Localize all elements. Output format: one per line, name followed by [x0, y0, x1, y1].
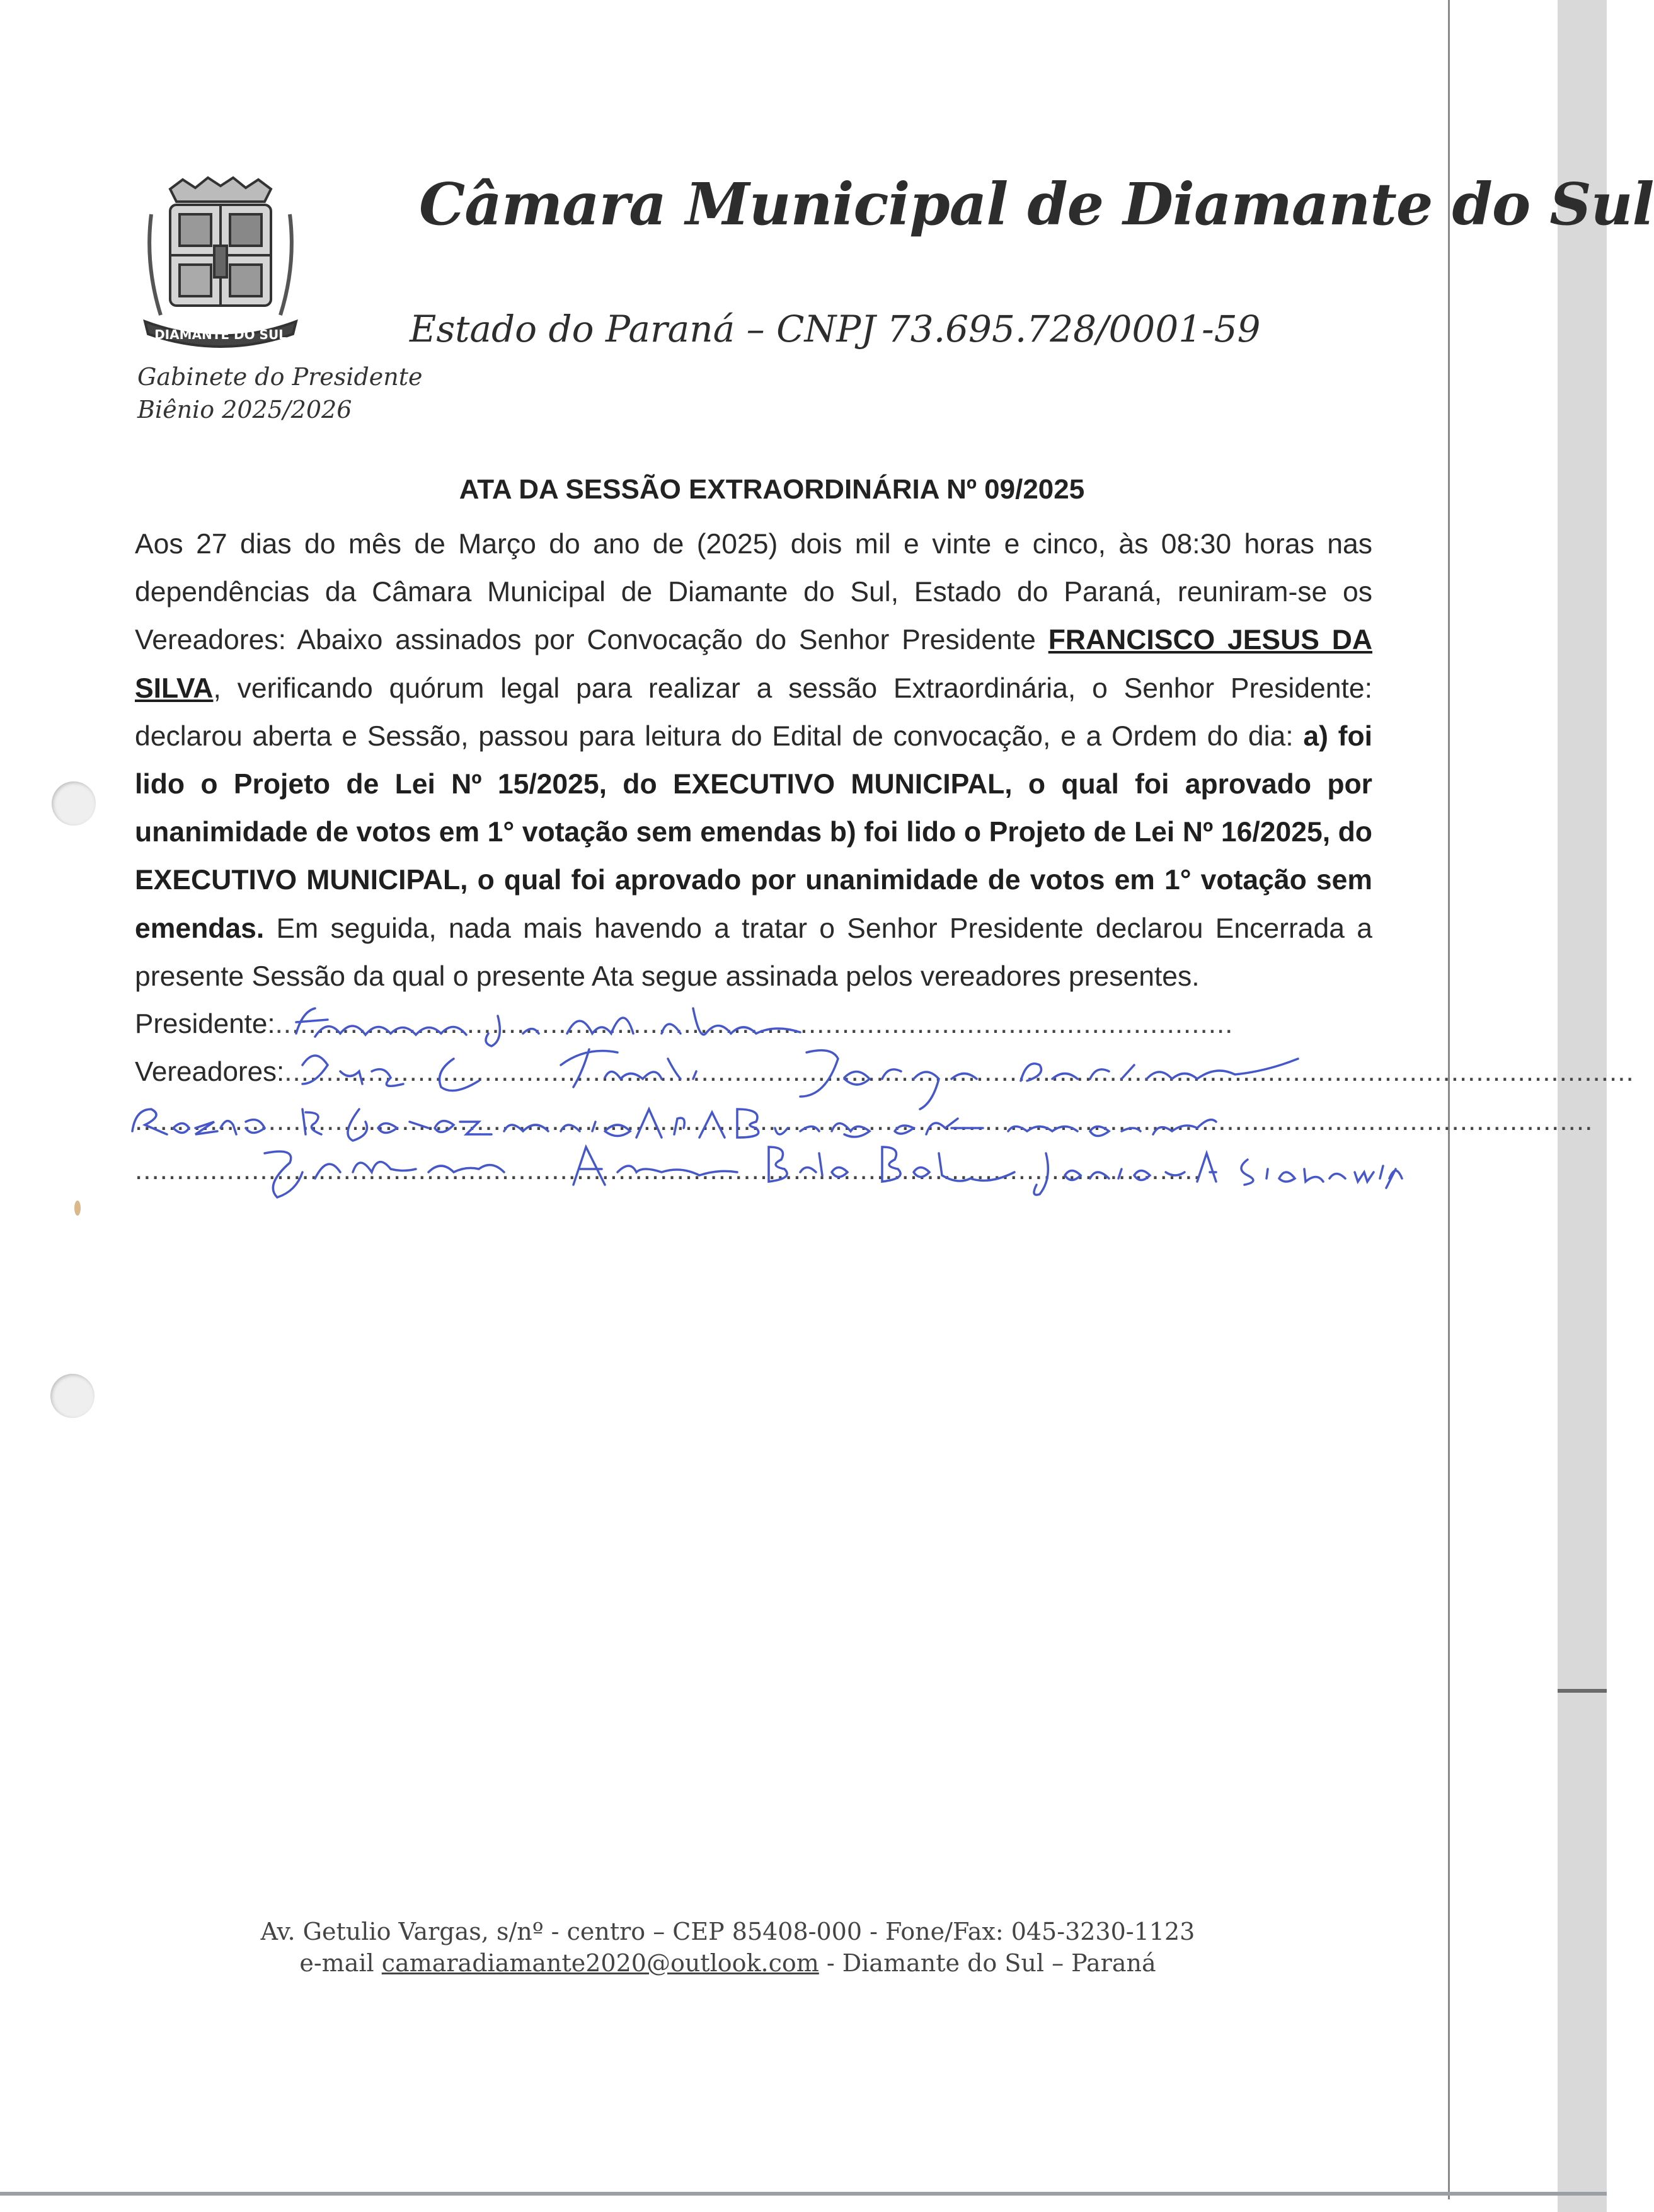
- footer-email-prefix: e-mail: [299, 1949, 382, 1977]
- paragraph-opening: Aos 27 dias do mês de Março do ano de (2025) dois mil e vinte e cinco, às 08:30 horas nas dependências da Câmara Municipal de Diamante do Sul, Estado do Paraná, reuniram-se os Vereadores: Abaixo assinados por Convocação do Senhor Presidente: [135, 529, 1372, 656]
- agenda-items: a) foi lido o Projeto de Lei Nº 15/2025, do EXECUTIVO MUNICIPAL, o qual foi aprovado por unanimidade de votos em 1° votação sem emendas b) foi lido o Projeto de Lei Nº 16/2025, do EXECUTIVO MUNICIPAL, o qual foi aprovado por unanimidade de votos em 1° votação sem emendas.: [135, 720, 1372, 944]
- councilors-signature-line-2: [135, 1105, 1594, 1137]
- state-cnpj: Estado do Paraná – CNPJ 73.695.728/0001-59: [410, 308, 1261, 350]
- coat-of-arms-lettering: DIAMANTE DO SUL: [154, 327, 287, 342]
- president-name: FRANCISCO JESUS DA SILVA: [135, 625, 1372, 704]
- institution-name: Câmara Municipal de Diamante do Sul: [419, 170, 1654, 238]
- president-signature-line: [135, 1008, 1234, 1040]
- councilors-signature-line-3: [135, 1155, 1202, 1186]
- councilors-dots-1: ..................................................................................................................................................................: [284, 1056, 1634, 1087]
- biennium-label: Biênio 2025/2026: [137, 396, 352, 423]
- document-title: ATA DA SESSÃO EXTRAORDINÁRIA Nº 09/2025: [459, 474, 1085, 505]
- punch-hole-bottom: [50, 1374, 95, 1418]
- president-label: Presidente:: [135, 1008, 275, 1039]
- paragraph-closing: Em seguida, nada mais havendo a tratar o Senhor Presidente declarou Encerrada a presente Sessão da qual o presente Ata segue assinada pelos vereadores presentes.: [135, 913, 1372, 992]
- minutes-paragraph: [135, 521, 1372, 1001]
- scan-margin-mark: [1558, 1689, 1607, 1693]
- punch-hole-top: [52, 781, 96, 826]
- scan-edge-line: [1448, 0, 1450, 2199]
- footer-city: - Diamante do Sul – Paraná: [818, 1949, 1156, 1977]
- cabinet-info: [137, 360, 423, 426]
- councilors-signature-line-1: [135, 1056, 1634, 1088]
- paper-stain: [74, 1201, 81, 1216]
- footer-contact: [0, 1947, 1456, 1979]
- councilors-label: Vereadores:: [135, 1056, 285, 1087]
- scan-bottom-edge: [0, 2192, 1607, 2196]
- president-dots: ...................................................................................................................: [275, 1008, 1234, 1039]
- paragraph-middle: , verificando quórum legal para realizar a sessão Extraordinária, o Senhor Presidente: declarou aberta e Sessão, passou para leitura do Edital de convocação, e a Ordem do dia:: [135, 672, 1372, 752]
- councilors-dots-2: ...............................................................................................................................................................................: [135, 1105, 1594, 1136]
- coat-of-arms-logo: [132, 176, 309, 359]
- footer: [0, 1916, 1456, 1979]
- cabinet-label: Gabinete do Presidente: [137, 363, 423, 391]
- footer-email-link[interactable]: camaradiamante2020@outlook.com: [381, 1949, 819, 1977]
- footer-address: Av. Getulio Vargas, s/nº - centro – CEP 85408-000 - Fone/Fax: 045-3230-1123: [260, 1918, 1195, 1945]
- councilors-dots-3: ................................................................................................................................: [135, 1155, 1202, 1185]
